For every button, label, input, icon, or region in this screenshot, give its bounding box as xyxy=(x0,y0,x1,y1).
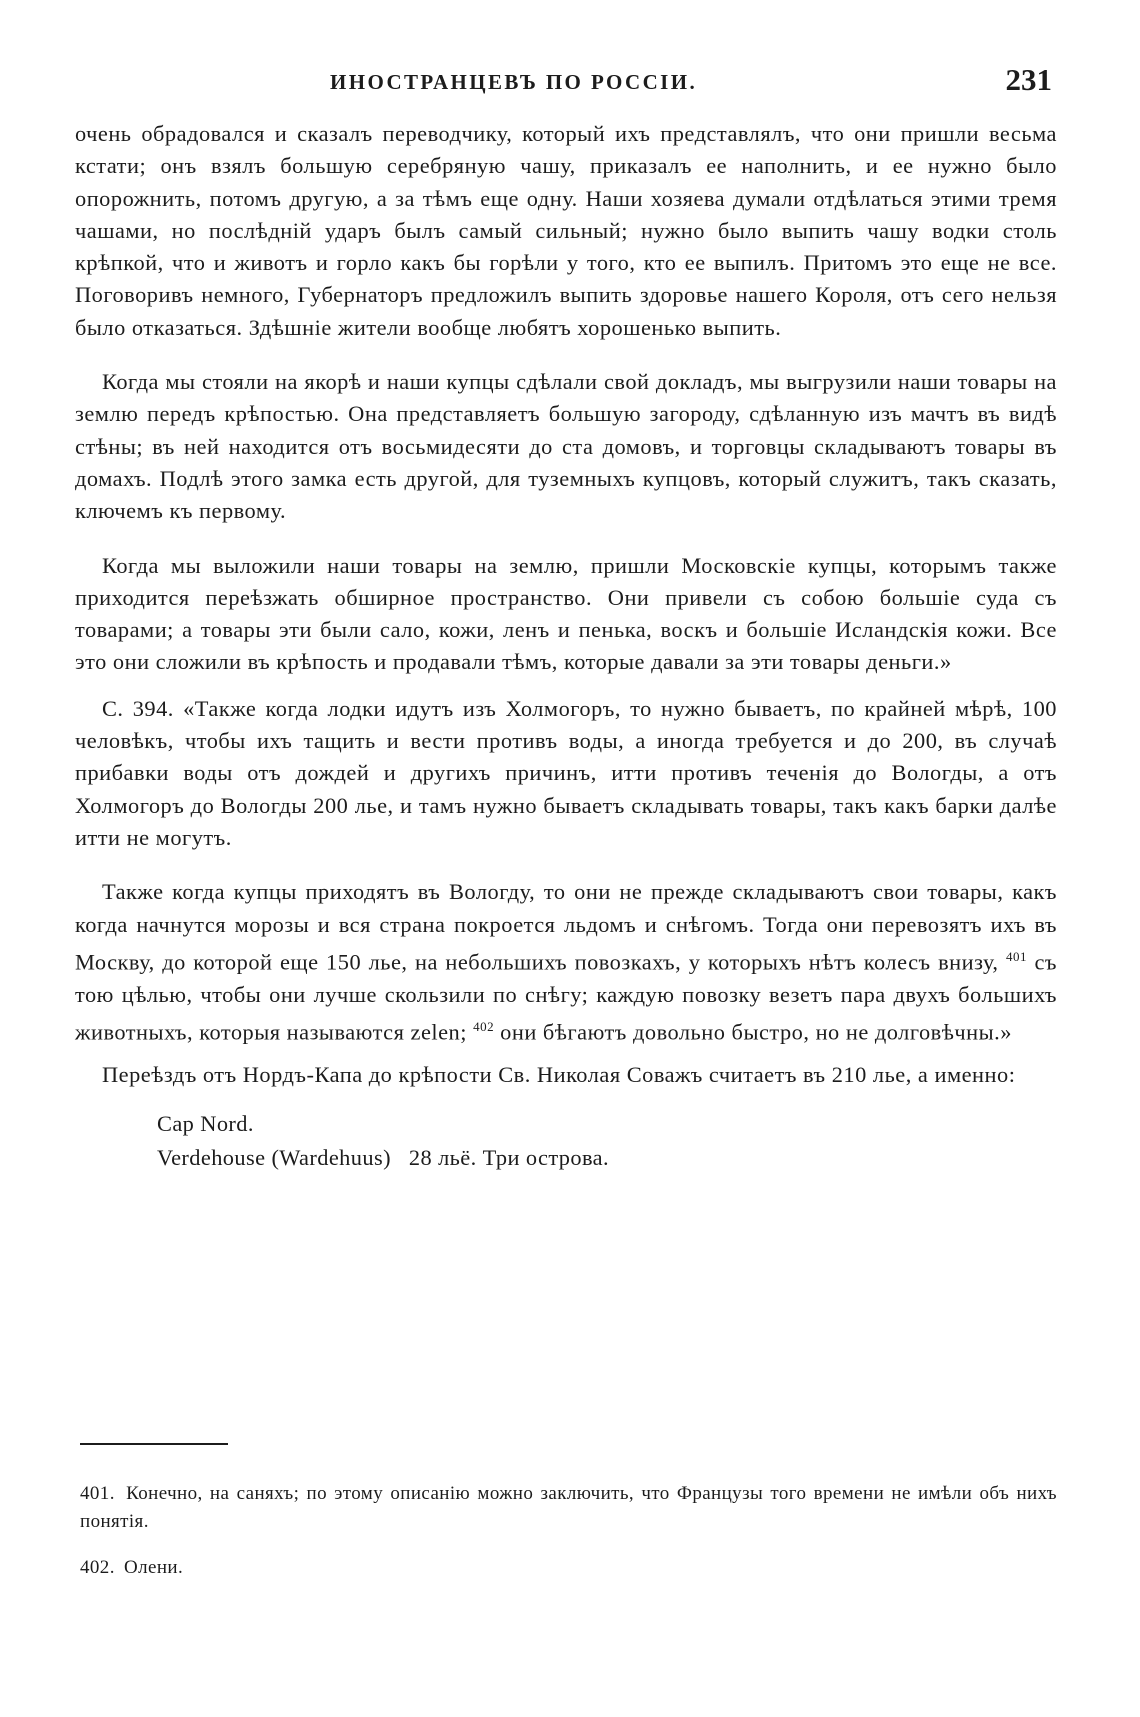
route-item-1: Cap Nord. xyxy=(157,1110,254,1136)
paragraph-1: очень обрадовался и сказалъ переводчику, который ихъ представлялъ, что они пришли весьма кстати; онъ взялъ большую серебряную чашу, приказалъ ее наполнить, и ее нужно было опорожнить, потомъ другую, а за тѣмъ еще одну. Наши хозяева думали отдѣлаться этими тремя чашами, но послѣдній ударъ былъ самый сильный; нужно было выпить чашу водки столь крѣпкой, что и животъ и горло какъ бы горѣли у того, кто ее выпилъ. Притомъ это еще не все. Поговоривъ немного, Губернаторъ предложилъ выпить здоровье нашего Короля, отъ сего нельзя было отказаться. Здѣшніе жители вообще любятъ хорошенько выпить. xyxy=(75,121,1057,340)
footnote-402 xyxy=(80,1554,1057,1582)
paragraph-6: Переѣздъ отъ Нордъ-Капа до крѣпости Св. Николая Соважъ считаетъ въ 210 лье, а именно: xyxy=(102,1061,1016,1087)
footnote-text: Олени. xyxy=(124,1557,184,1578)
footnote-number: 401. xyxy=(80,1483,115,1504)
paragraph-4: С. 394. «Также когда лодки идутъ изъ Холмогоръ, то нужно бываетъ, по крайней мѣрѣ, 100 человѣкъ, чтобы ихъ тащить и вести противъ воды, а иногда требуется и до 200, въ случаѣ прибавки воды отъ дождей и другихъ причинъ, итти противъ теченія до Вологды, а отъ Холмогоръ до Вологды 200 лье, и тамъ нужно бываетъ складывать товары, такъ какъ барки далѣе итти не могутъ. xyxy=(75,695,1057,850)
main-text xyxy=(75,118,1057,1175)
running-title: ИНОСТРАНЦЕВЪ ПО РОССІИ. xyxy=(330,70,698,94)
paragraph-2: Когда мы стояли на якорѣ и наши купцы сдѣлали свой докладъ, мы выгрузили наши товары на землю передъ крѣпостью. Она представляетъ большую загороду, сдѣланную изъ мачтъ въ видѣ стѣны; въ ней находится отъ восьмидесяти до ста домовъ, и торговцы складываютъ товары въ домахъ. Подлѣ этого замка есть другой, для туземныхъ купцовъ, который служитъ, такъ сказать, ключемъ къ первому. xyxy=(75,369,1057,524)
page-number: 231 xyxy=(1005,62,1052,97)
paragraph-5-text-3: они бѣгаютъ довольно быстро, но не долговѣчны.» xyxy=(494,1019,1012,1045)
footnotes xyxy=(80,1480,1057,1600)
running-head xyxy=(0,62,1140,102)
footnote-text: Конечно, на саняхъ; по этому описанію можно заключить, что Французы того времени не имѣли объ нихъ понятія. xyxy=(80,1483,1057,1532)
footnote-ref-402: 402 xyxy=(473,1018,495,1034)
route-list xyxy=(157,1107,1057,1175)
paragraph-3: Когда мы выложили наши товары на землю, пришли Московскіе купцы, которымъ также приходится переѣзжать обширное пространство. Они привели съ собою большіе суда съ товарами; а товары эти были сало, кожи, ленъ и пенька, воскъ и большіе Исландскія кожи. Все это они сложили въ крѣпость и продавали тѣмъ, которые давали за эти товары деньги.» xyxy=(75,552,1057,675)
footnote-401 xyxy=(80,1480,1057,1536)
footnote-ref-401: 401 xyxy=(1006,948,1027,964)
footnote-divider xyxy=(80,1443,228,1445)
paragraph-5-text-2: съ тою цѣлью, чтобы они лучше скользили по снѣгу; каждую повозку везетъ пара двухъ большихъ животныхъ, которыя называются zelen; xyxy=(75,949,1057,1045)
route-item-2: Verdehouse (Wardehuus) 28 льё. Три острова. xyxy=(157,1144,609,1170)
footnote-number: 402. xyxy=(80,1557,115,1578)
paragraph-5 xyxy=(75,876,1057,1048)
paragraph-5-text-1: Также когда купцы приходятъ въ Вологду, то они не прежде складываютъ свои товары, какъ когда начнутся морозы и вся страна покроется льдомъ и снѣгомъ. Тогда они перевозятъ ихъ въ Москву, до которой еще 150 лье, на небольшихъ повозкахъ, у которыхъ нѣтъ колесъ внизу, xyxy=(75,879,1057,975)
